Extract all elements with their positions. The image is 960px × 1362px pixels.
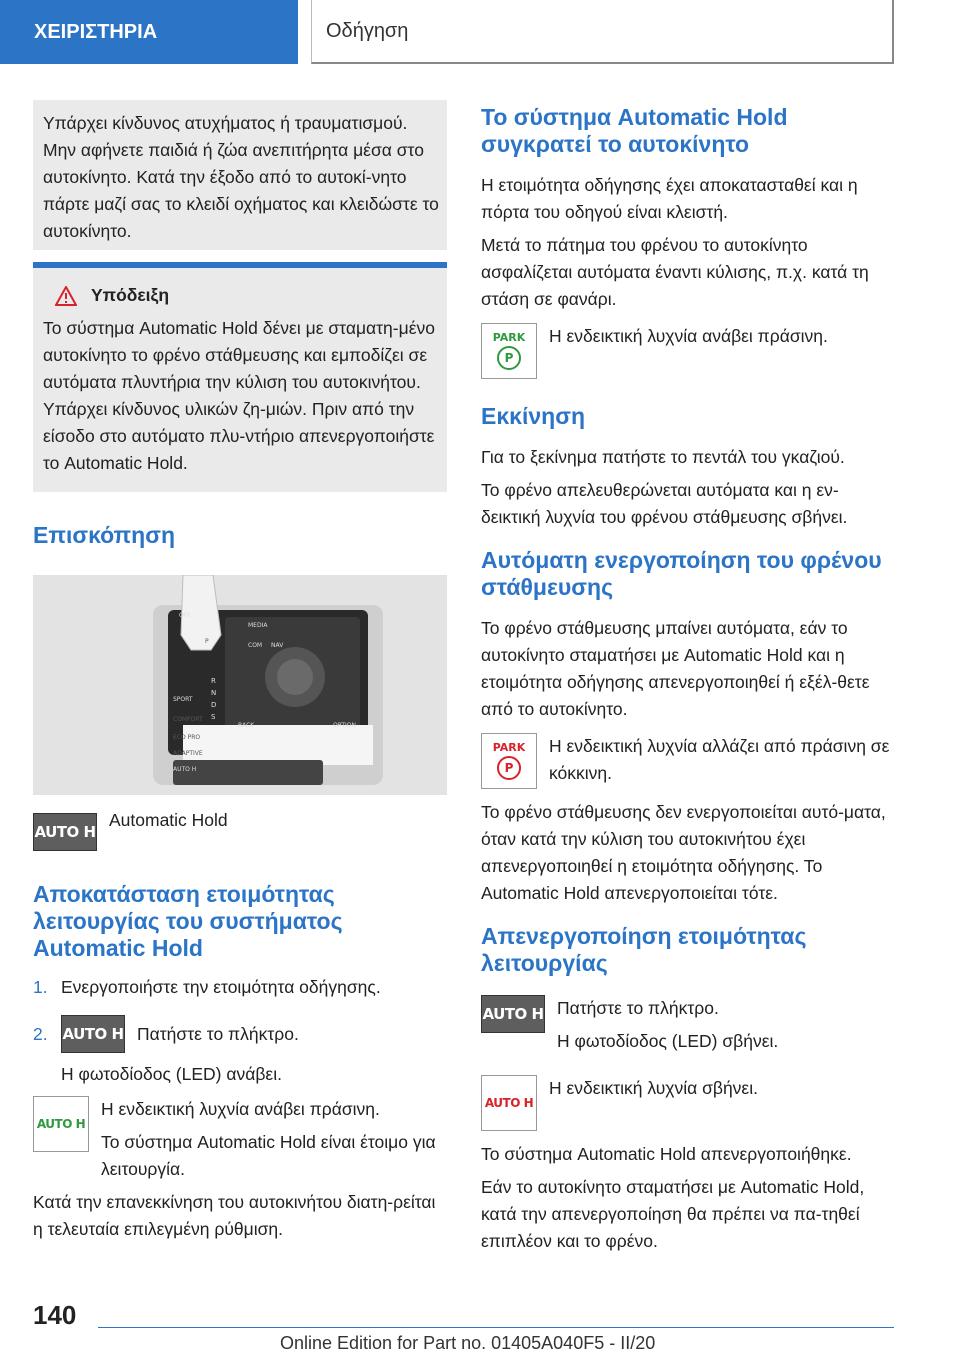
label-back: BACK bbox=[238, 722, 255, 729]
red-lamp-text: Η ενδεικτική λυχνία αλλάζει από πράσινη σε κόκκινη. bbox=[549, 736, 890, 783]
chapter-title: Οδήγηση bbox=[311, 0, 894, 64]
warning-text: Υπάρχει κίνδυνος ατυχήματος ή τραυματισμού. Μην αφήνετε παιδιά ή ζώα ανεπιτήρητα μέσα στο αυτοκίνητο. Κατά την έξοδο από το αυτοκί-νητο πάρτε μαζί σας το κλειδί οχήματος και κλειδώστε το αυτοκίνητο. bbox=[43, 113, 439, 241]
hold-p2: Μετά το πάτημα του φρένου το αυτοκίνητο ασφαλίζεται αυτόματα έναντι κύλισης, π.χ. κατά τη στάση σε φανάρι. bbox=[481, 235, 869, 309]
restore-heading: Αποκατάσταση ετοιμότητας λειτουργίας του συστήματος Automatic Hold bbox=[33, 881, 343, 961]
park-green-lamp-icon bbox=[481, 323, 537, 379]
auto-park-heading: Αυτόματη ενεργοποίηση του φρένου στάθμευσης bbox=[481, 547, 882, 600]
label-adaptive: ADAPTIVE bbox=[173, 750, 203, 757]
park-label: PARK bbox=[492, 741, 526, 754]
step-2-sub: Η φωτοδίοδος (LED) ανάβει. bbox=[61, 1064, 282, 1084]
step-2-text: Πατήστε το πλήκτρο. bbox=[137, 1023, 299, 1044]
auto-h-button-icon: AUTO H bbox=[61, 1015, 125, 1053]
notice-title: Υπόδειξη bbox=[91, 285, 170, 305]
park-red-lamp-icon bbox=[481, 733, 537, 789]
label-sport: SPORT bbox=[173, 696, 193, 703]
footer-divider bbox=[98, 1327, 894, 1328]
warning-box bbox=[33, 100, 447, 250]
p-symbol: P bbox=[497, 756, 521, 780]
lamp-off-text: Η ενδεικτική λυχνία σβήνει. bbox=[549, 1078, 758, 1098]
park-red-row bbox=[481, 733, 895, 793]
auto-hold-button-row bbox=[33, 810, 447, 851]
restart-text: Κατά την επανεκκίνηση του αυτοκινήτου διατη-ρείται η τελευταία επιλεγμένη ρύθμιση. bbox=[33, 1192, 436, 1239]
warning-triangle-icon bbox=[55, 286, 77, 306]
auto-h-off-lamp-icon: AUTO H bbox=[481, 1075, 537, 1131]
auto-h-green-lamp-icon: AUTO H bbox=[33, 1096, 89, 1152]
lamp-green-text: Η ενδεικτική λυχνία ανάβει πράσινη. bbox=[101, 1099, 380, 1119]
label-off: OFF bbox=[179, 612, 191, 619]
label-comfort: COMFORT bbox=[173, 716, 203, 723]
label-media: MEDIA bbox=[248, 622, 268, 629]
start-heading: Εκκίνηση bbox=[481, 403, 586, 429]
deactivated-p8: Εάν το αυτοκίνητο σταματήσει με Automatic Hold, κατά την απενεργοποίηση θα πρέπει να πα-τηθεί επιπλέον και το φρένο. bbox=[481, 1177, 865, 1251]
section-tab: ΧΕΙΡΙΣΤΗΡΙΑ bbox=[0, 0, 298, 64]
gear-n: N bbox=[211, 689, 217, 697]
left-column bbox=[33, 100, 447, 1249]
lamp-off-row bbox=[481, 1075, 895, 1131]
auto-h-button-icon: AUTO H bbox=[481, 995, 545, 1033]
green-auto-h-row bbox=[33, 1096, 447, 1189]
press-key-text: Πατήστε το πλήκτρο. bbox=[557, 998, 719, 1018]
label-option: OPTION bbox=[333, 722, 356, 729]
gear-s: S bbox=[211, 713, 216, 721]
lamp-ready-text: Το σύστημα Automatic Hold είναι έτοιμο για λειτουργία. bbox=[101, 1132, 436, 1179]
edition-text: Online Edition for Part no. 01405A040F5 - II/20 bbox=[280, 1333, 656, 1353]
start-p4: Το φρένο απελευθερώνεται αυτόματα και η εν-δεικτική λυχνία του φρένου στάθμευσης σβήνει. bbox=[481, 480, 848, 527]
step-2-number: 2. bbox=[33, 1023, 48, 1044]
park-green-row bbox=[481, 323, 895, 379]
led-off-text: Η φωτοδίοδος (LED) σβήνει. bbox=[557, 1031, 779, 1051]
hold-heading: Το σύστημα Automatic Hold συγκρατεί το αυτοκίνητο bbox=[481, 104, 788, 157]
step-2 bbox=[33, 1015, 447, 1053]
notice-box bbox=[33, 268, 447, 492]
auto-hold-caption: Automatic Hold bbox=[109, 810, 228, 830]
steps-list bbox=[33, 974, 447, 1053]
label-nav: NAV bbox=[271, 642, 284, 649]
green-lamp-text: Η ενδεικτική λυχνία ανάβει πράσινη. bbox=[549, 326, 828, 346]
notice-text: Το σύστημα Automatic Hold δένει με σταματη-μένο αυτοκίνητο το φρένο στάθμευσης και εμποδίζει σε αυτόματα πλυντήρια την κύλιση του αυτοκινήτου. Υπάρχει κίνδυνος υλικών ζη-μιών. Πριν από την είσοδο στο αυτόματο πλυ-ντήριο απενεργοποιήστε το Automatic Hold. bbox=[43, 318, 435, 473]
label-eco-pro: ECO PRO bbox=[173, 734, 201, 741]
park-label: PARK bbox=[492, 331, 526, 344]
page-number: 140 bbox=[33, 1300, 77, 1330]
deactivate-heading: Απενεργοποίηση ετοιμότητας λειτουργίας bbox=[481, 923, 807, 976]
console-illustration bbox=[33, 575, 447, 795]
step-1-number: 1. bbox=[33, 977, 48, 997]
console-photo bbox=[33, 575, 447, 795]
gear-d: D bbox=[211, 701, 217, 709]
overview-heading: Επισκόπηση bbox=[33, 522, 175, 548]
right-column bbox=[481, 104, 895, 1261]
auto-park-p6: Το φρένο στάθμευσης δεν ενεργοποιείται αυτό-ματα, όταν κατά την κύλιση του αυτοκινήτου έχει απενεργοποιηθεί η ετοιμότητα οδήγησης. Το Automatic Hold απενεργοποιείται τότε. bbox=[481, 802, 886, 903]
step-1 bbox=[33, 974, 447, 1001]
hold-p1: Η ετοιμότητα οδήγησης έχει αποκατασταθεί και η πόρτα του οδηγού είναι κλειστή. bbox=[481, 175, 858, 222]
start-p3: Για το ξεκίνημα πατήστε το πεντάλ του γκαζιού. bbox=[481, 447, 845, 467]
label-com: COM bbox=[248, 642, 263, 649]
label-gear-p: P bbox=[205, 638, 209, 645]
notice-heading bbox=[55, 282, 439, 309]
auto-h-button-icon: AUTO H bbox=[33, 813, 97, 851]
auto-park-p5: Το φρένο στάθμευσης μπαίνει αυτόματα, εάν το αυτοκίνητο σταματήσει με Automatic Hold και η ετοιμότητα οδήγησης απενεργοποιηθεί ή εξέλ-θετε από το αυτοκίνητο. bbox=[481, 618, 870, 719]
deactivated-p7: Το σύστημα Automatic Hold απενεργοποιήθηκε. bbox=[481, 1144, 852, 1164]
deactivate-button-row bbox=[481, 995, 895, 1061]
step-1-text: Ενεργοποιήστε την ετοιμότητα οδήγησης. bbox=[61, 977, 381, 997]
label-auto-h: AUTO H bbox=[173, 766, 197, 773]
p-symbol: P bbox=[497, 346, 521, 370]
gear-r: R bbox=[211, 677, 216, 685]
